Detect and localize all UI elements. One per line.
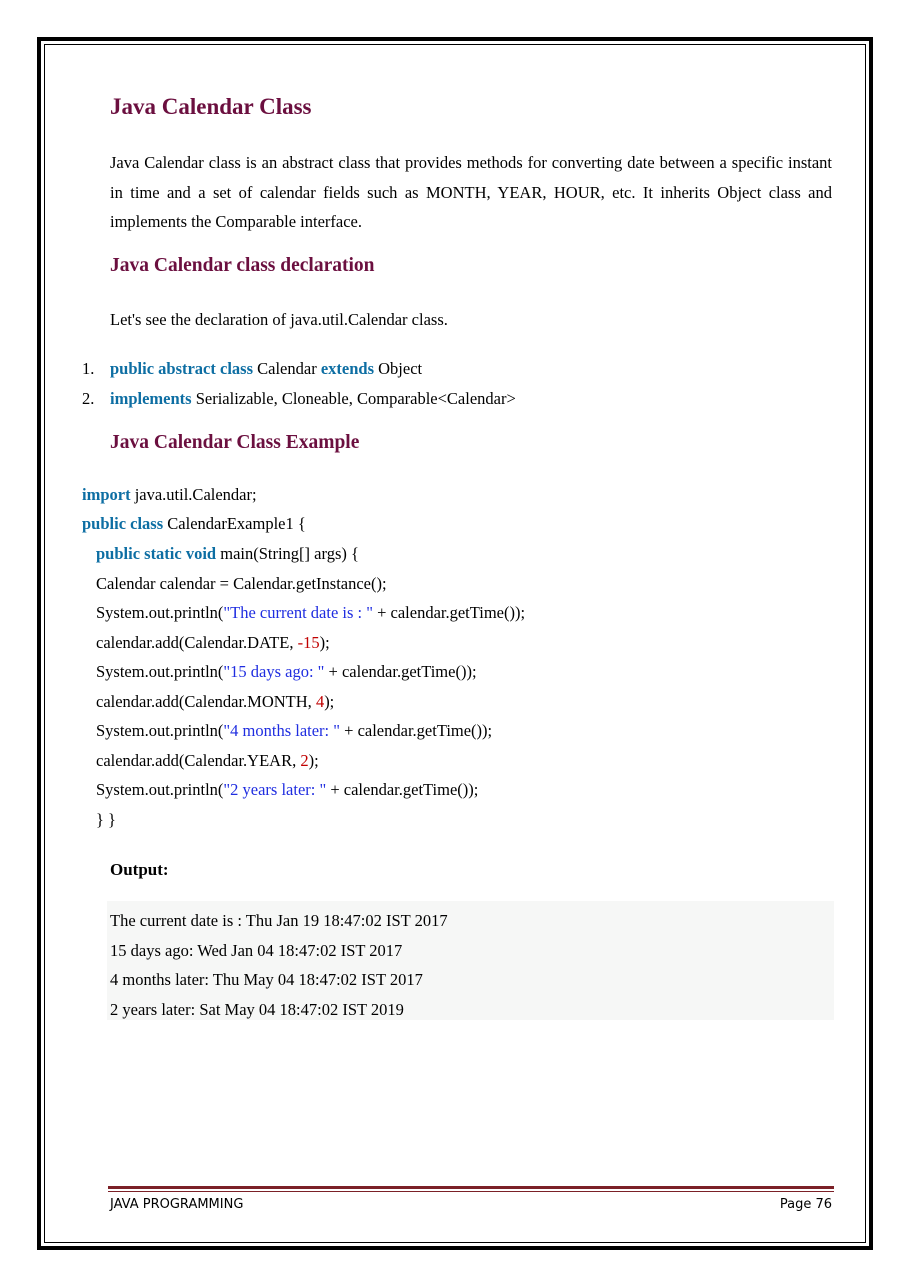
code-text: Object bbox=[374, 359, 423, 378]
output-line: The current date is : Thu Jan 19 18:47:02 IST 2017 bbox=[110, 911, 448, 930]
code-line bbox=[96, 633, 330, 653]
declaration-line-2 bbox=[110, 389, 516, 409]
string-literal: "2 years later: " bbox=[223, 780, 327, 799]
code-line bbox=[96, 603, 525, 623]
declaration-line-number-2: 2. bbox=[82, 389, 95, 408]
keyword: public abstract class bbox=[110, 359, 254, 378]
page-number: Page 76 bbox=[779, 1197, 832, 1212]
code-text: CalendarExample1 { bbox=[163, 514, 306, 533]
output-line: 4 months later: Thu May 04 18:47:02 IST 2017 bbox=[110, 970, 423, 989]
output-line: 2 years later: Sat May 04 18:47:02 IST 2019 bbox=[110, 1000, 404, 1019]
number-literal: 2 bbox=[300, 751, 309, 770]
code-line bbox=[96, 692, 334, 712]
string-literal: "4 months later: " bbox=[223, 721, 341, 740]
code-text: java.util.Calendar; bbox=[130, 485, 257, 504]
code-text: Calendar bbox=[253, 359, 321, 378]
code-text: System.out.println( bbox=[96, 603, 224, 622]
footer-rule-thin bbox=[108, 1191, 834, 1192]
code-line bbox=[96, 751, 319, 771]
string-literal: "The current date is : " bbox=[223, 603, 373, 622]
keyword: public static void bbox=[96, 544, 217, 563]
code-text: System.out.println( bbox=[96, 662, 224, 681]
declaration-line-1 bbox=[110, 359, 422, 379]
intro-paragraph: Java Calendar class is an abstract class that provides methods for converting date between a specific instant in time and a set of calendar fields such as MONTH, YEAR, HOUR, etc. It inherits Object class and implements the Comparable interface. bbox=[110, 153, 832, 231]
code-line bbox=[96, 780, 478, 800]
code-text: System.out.println( bbox=[96, 721, 224, 740]
declaration-heading: Java Calendar class declaration bbox=[110, 255, 375, 276]
code-line: Calendar calendar = Calendar.getInstance(); bbox=[96, 574, 387, 593]
keyword: public class bbox=[82, 514, 164, 533]
number-literal: -15 bbox=[297, 633, 320, 652]
code-text: System.out.println( bbox=[96, 780, 224, 799]
example-heading: Java Calendar Class Example bbox=[110, 432, 360, 453]
code-text: calendar.add(Calendar.DATE, bbox=[96, 633, 298, 652]
code-text: + calendar.getTime()); bbox=[326, 780, 479, 799]
footer-rule bbox=[108, 1186, 834, 1189]
code-text: ); bbox=[308, 751, 319, 770]
declaration-line-number-1: 1. bbox=[82, 359, 95, 378]
number-literal: 4 bbox=[315, 692, 325, 711]
code-text: calendar.add(Calendar.YEAR, bbox=[96, 751, 301, 770]
footer-title: JAVA PROGRAMMING bbox=[110, 1197, 244, 1212]
code-text: main(String[] args) { bbox=[216, 544, 359, 563]
code-text: + calendar.getTime()); bbox=[340, 721, 493, 740]
keyword: extends bbox=[320, 359, 374, 378]
code-text: ); bbox=[319, 633, 330, 652]
page-title: Java Calendar Class bbox=[110, 94, 312, 119]
code-text: + calendar.getTime()); bbox=[372, 603, 526, 622]
code-line bbox=[82, 485, 257, 505]
code-line: } } bbox=[96, 810, 116, 829]
keyword: import bbox=[82, 485, 131, 504]
keyword: implements bbox=[110, 389, 192, 408]
output-heading: Output: bbox=[110, 860, 169, 879]
code-text: Serializable, Cloneable, Comparable<Calendar> bbox=[191, 389, 516, 408]
code-line bbox=[96, 662, 477, 682]
code-line bbox=[82, 514, 306, 534]
declaration-lead: Let's see the declaration of java.util.Calendar class. bbox=[110, 310, 448, 329]
code-text: + calendar.getTime()); bbox=[324, 662, 477, 681]
code-line bbox=[96, 721, 492, 741]
code-line bbox=[96, 544, 359, 564]
output-line: 15 days ago: Wed Jan 04 18:47:02 IST 2017 bbox=[110, 941, 403, 960]
string-literal: "15 days ago: " bbox=[223, 662, 325, 681]
code-text: calendar.add(Calendar.MONTH, bbox=[96, 692, 316, 711]
code-text: ); bbox=[324, 692, 335, 711]
